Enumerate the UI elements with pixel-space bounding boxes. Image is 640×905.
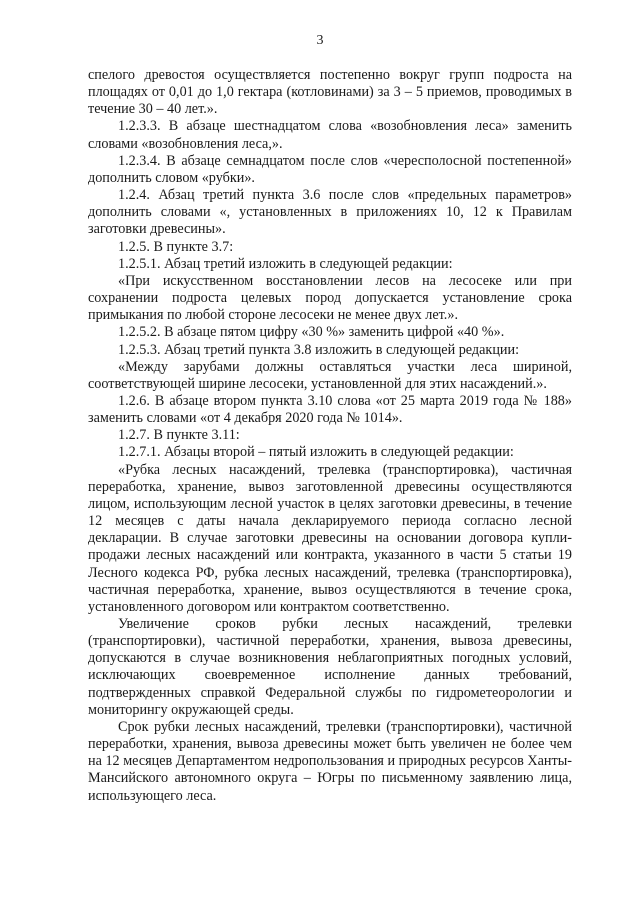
paragraph-1-2-3-3: 1.2.3.3. В абзаце шестнадцатом слова «возобновления леса» заменить словами «возобновления леса,».	[88, 118, 572, 152]
paragraph-quote-felling: «Рубка лесных насаждений, трелевка (транспортировка), частичная переработка, хранение, вывоз заготовленной древесины осуществляются лицом, использующим лесной участок в целях заготовки древесины, в течение 12 месяцев с даты начала декларируемого периода согласно лесной декларации. В случае заготовки древесины на основании договора купли-продажи лесных насаждений или контракта, указанного в части 5 статьи 19 Лесного кодекса РФ, рубка лесных насаждений, трелевка (транспортировка), частичная переработка, хранение, вывоз осуществляются в течение срока, установленного договором или контрактом соответственно.	[88, 461, 572, 615]
paragraph-1-2-7-1: 1.2.7.1. Абзацы второй – пятый изложить в следующей редакции:	[118, 444, 514, 461]
paragraph-quote-strips: «Между зарубами должны оставляться участки леса шириной, соответствующей ширине лесосеки, установленной для этих насаждений.».	[88, 358, 572, 392]
paragraph-1-2-5-2: 1.2.5.2. В абзаце пятом цифру «30 %» заменить цифрой «40 %».	[118, 324, 505, 341]
paragraph-1-2-7: 1.2.7. В пункте 3.11:	[118, 427, 240, 444]
paragraph-term-increase: Увеличение сроков рубки лесных насаждений, трелевки (транспортировки), частичной переработки, хранения, вывоза древесины, допускаются в случае возникновения неблагоприятных погодных условий, исключающих своевременное исполнение данных требований, подтвержденных справкой Федеральной службы по гидрометеорологии и мониторингу окружающей среды.	[88, 616, 572, 718]
paragraph-1-2-4: 1.2.4. Абзац третий пункта 3.6 после слов «предельных параметров» дополнить словами «, установленных в приложениях 10, 12 к Правилам заготовки древесины».	[88, 187, 572, 238]
document-body	[88, 67, 572, 805]
paragraph-1-2-5-3: 1.2.5.3. Абзац третий пункта 3.8 изложить в следующей редакции:	[118, 341, 520, 358]
page-number: 3	[316, 33, 324, 48]
paragraph-1-2-3-4: 1.2.3.4. В абзаце семнадцатом после слов «чересполосной постепенной» дополнить словом «рубки».	[88, 152, 572, 186]
paragraph-1-2-5: 1.2.5. В пункте 3.7:	[118, 238, 234, 255]
paragraph-quote-restoration: «При искусственном восстановлении лесов на лесосеке или при сохранении подроста целевых пород допускается установление срока примыкания по любой стороне лесосеки не менее двух лет.».	[88, 272, 572, 324]
paragraph-continuation: спелого древостоя осуществляется постепенно вокруг групп подроста на площадях от 0,01 до 1,0 гектара (котловинами) за 3 – 5 приемов, проводимых в течение 30 – 40 лет.».	[88, 67, 572, 118]
paragraph-1-2-6: 1.2.6. В абзаце втором пункта 3.10 слова «от 25 марта 2019 года № 188» заменить словами «от 4 декабря 2020 года № 1014».	[88, 392, 572, 427]
paragraph-1-2-5-1: 1.2.5.1. Абзац третий изложить в следующей редакции:	[118, 255, 453, 272]
paragraph-term-extension: Срок рубки лесных насаждений, трелевки (транспортировки), частичной переработки, хранения, вывоза древесины может быть увеличен не более чем на 12 месяцев Департаментом недропользования и природных ресурсов Ханты-Мансийского автономного округа – Югры по письменному заявлению лица, использующего леса.	[88, 718, 572, 804]
